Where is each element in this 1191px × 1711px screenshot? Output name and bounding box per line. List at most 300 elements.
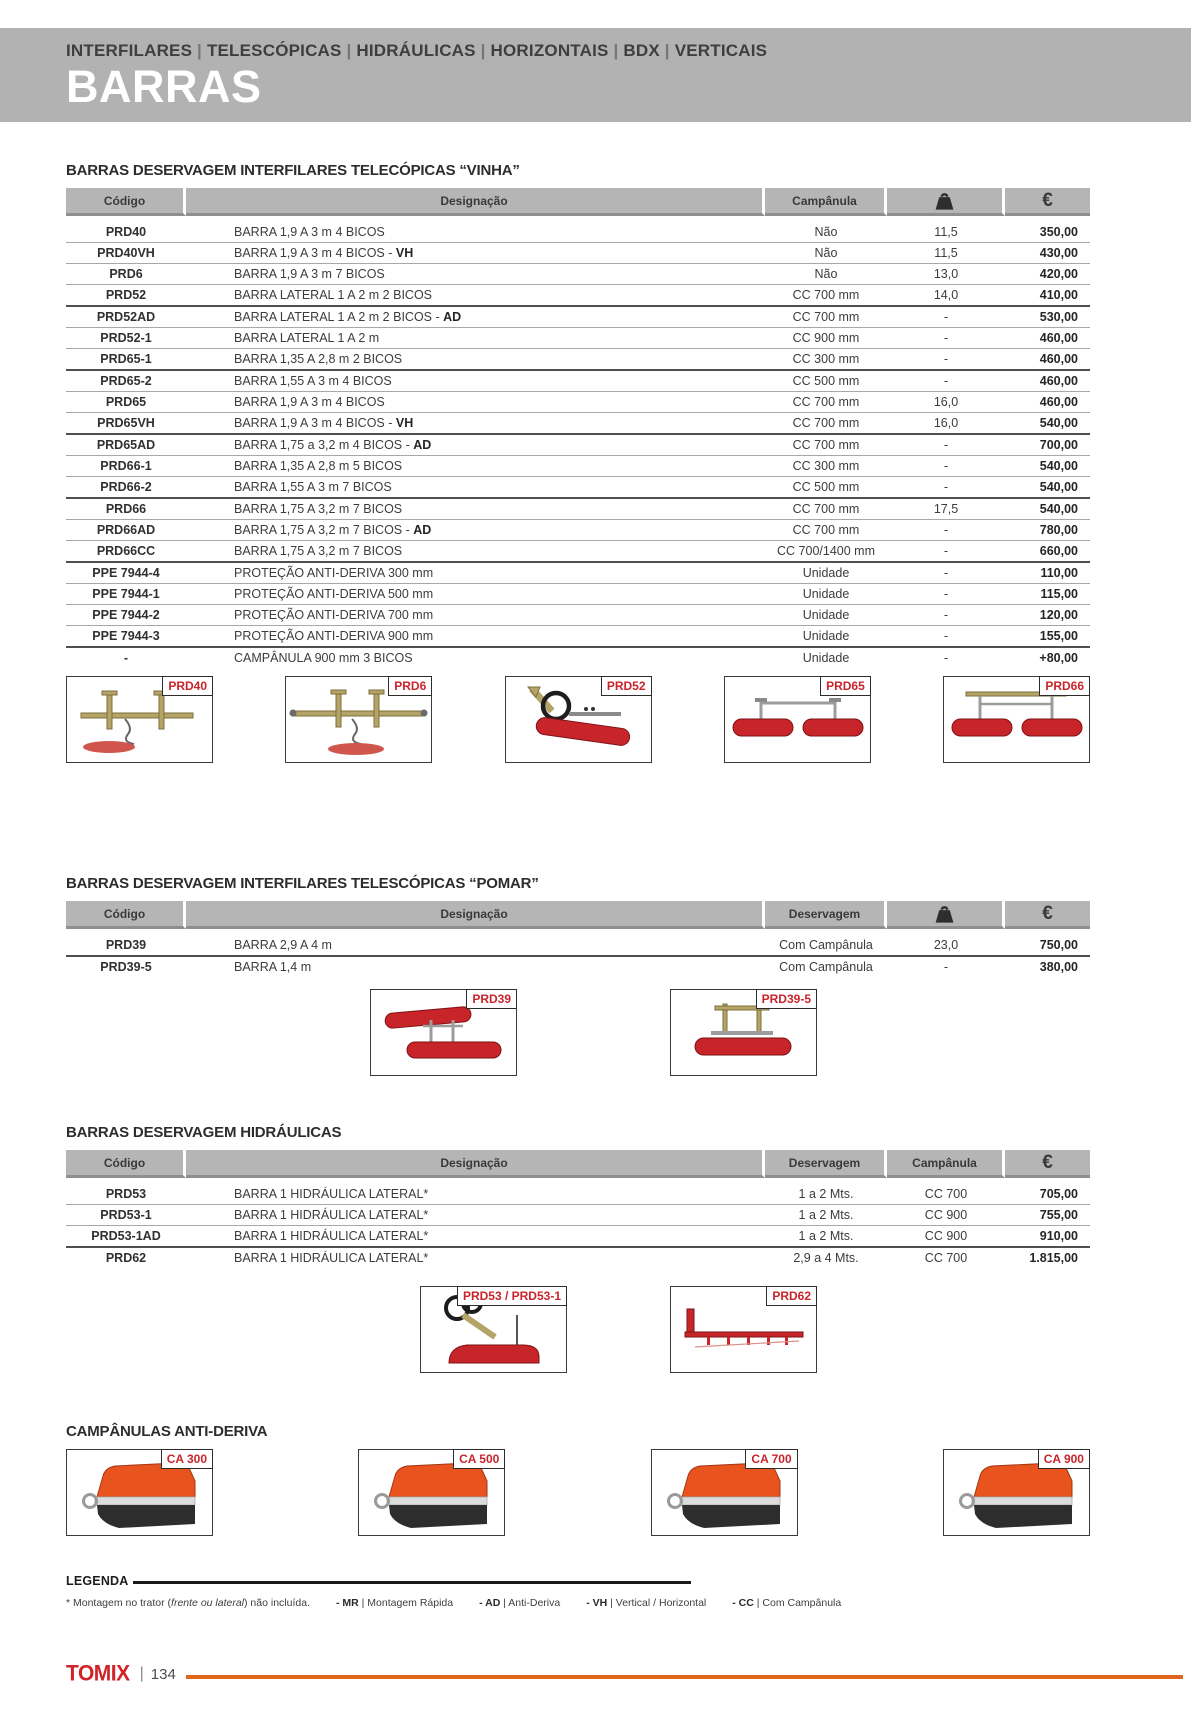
designation-cell	[186, 608, 765, 622]
designation-cell	[186, 395, 765, 409]
column-header	[66, 1150, 186, 1178]
footer-separator: |	[139, 1665, 144, 1682]
code-cell: PRD52	[105, 288, 147, 302]
table-body	[66, 1184, 1090, 1268]
category-item: TELESCÓPICAS	[206, 41, 342, 60]
legend-item	[479, 1597, 560, 1609]
column-header-label: Deservagem	[788, 1155, 861, 1170]
tomix-logo: TOMIX	[66, 1661, 130, 1686]
product-image-PRD6	[285, 676, 432, 763]
col3-cell: CC 500 mm	[792, 480, 860, 494]
designation-cell	[186, 566, 765, 580]
table-row	[66, 413, 1090, 435]
price-cell: 110,00	[1040, 566, 1078, 580]
col3-cell: Unidade	[802, 587, 850, 601]
col3-cell: Não	[814, 267, 838, 281]
table-header-row	[66, 1150, 1090, 1178]
section-pomar	[66, 875, 1124, 1076]
legend-item-text: | Com Campânula	[753, 1597, 842, 1609]
col4-cell: -	[943, 587, 949, 601]
designation-text: BARRA 1,4 m	[234, 960, 312, 974]
designation-text: BARRA LATERAL 1 A 2 m	[234, 331, 380, 345]
price-cell: 115,00	[1040, 587, 1078, 601]
code-cell: PRD39	[105, 938, 147, 952]
col3-cell: CC 700 mm	[792, 523, 860, 537]
legend-item	[732, 1597, 841, 1609]
col4-cell: -	[943, 566, 949, 580]
product-image-PRD52	[505, 676, 652, 763]
col4-cell: -	[943, 310, 949, 324]
section-heading-pomar: BARRAS DESERVAGEM INTERFILARES TELESCÓPICAS “POMAR”	[66, 875, 539, 892]
designation-cell	[186, 288, 765, 302]
designation-text: BARRA 1,75 A 3,2 m 7 BICOS -	[234, 523, 414, 537]
designation-cell	[186, 651, 765, 665]
section-campanulas	[66, 1423, 1124, 1536]
category-item: HORIZONTAIS	[490, 41, 609, 60]
col3-cell: CC 700 mm	[792, 502, 860, 516]
euro-symbol: €	[1042, 902, 1053, 924]
code-cell: PRD66	[105, 502, 147, 516]
column-header	[1005, 188, 1090, 216]
designation-text: PROTEÇÃO ANTI-DERIVA 900 mm	[234, 629, 434, 643]
designation-text: BARRA 1,35 A 2,8 m 5 BICOS	[234, 459, 403, 473]
price-cell: 410,00	[1039, 288, 1078, 302]
table-body	[66, 222, 1090, 668]
designation-text: BARRA 1,9 A 3 m 4 BICOS	[234, 395, 385, 409]
table-vinha	[66, 188, 1090, 668]
col3-cell: 1 a 2 Mts.	[798, 1187, 854, 1201]
product-images-pomar	[66, 989, 1191, 1076]
code-cell: PRD6	[109, 267, 143, 281]
column-header-label: Designação	[440, 1155, 508, 1170]
column-header-label: Código	[103, 906, 146, 921]
column-header	[186, 1150, 765, 1178]
column-header-label: Designação	[440, 193, 508, 208]
designation-cell	[186, 416, 765, 430]
legend-title: LEGENDA	[66, 1574, 129, 1588]
designation-suffix: AD	[413, 438, 432, 452]
table-row	[66, 392, 1090, 413]
col3-cell: CC 900 mm	[792, 331, 860, 345]
designation-text: BARRA 2,9 A 4 m	[234, 938, 332, 952]
category-item: VERTICAIS	[674, 41, 768, 60]
col3-cell: Não	[814, 246, 838, 260]
col4-cell: 23,0	[933, 938, 959, 952]
designation-cell	[186, 587, 765, 601]
legend-item-text: | Anti-Deriva	[500, 1597, 561, 1609]
product-image-CA-300	[66, 1449, 213, 1536]
code-cell: PRD65-2	[100, 374, 152, 388]
product-image-PRD39-5	[670, 989, 817, 1076]
table-row	[66, 1226, 1090, 1248]
designation-cell	[186, 1251, 765, 1265]
category-item: INTERFILARES	[66, 41, 193, 60]
code-cell: PRD66CC	[96, 544, 156, 558]
legend	[66, 1574, 1124, 1609]
code-cell: PRD53-1	[100, 1208, 152, 1222]
designation-text: PROTEÇÃO ANTI-DERIVA 300 mm	[234, 566, 434, 580]
legend-abbr: - VH	[586, 1597, 608, 1609]
legend-header	[66, 1574, 1124, 1588]
product-images-campanulas	[66, 1449, 1090, 1536]
page-footer	[66, 1662, 1183, 1686]
col4-cell: -	[943, 629, 949, 643]
breadcrumb-categories	[66, 28, 1191, 61]
code-cell: PRD66-2	[100, 480, 152, 494]
col4-cell: CC 700	[924, 1187, 968, 1201]
designation-cell	[186, 544, 765, 558]
column-header	[66, 901, 186, 929]
designation-text: BARRA 1,35 A 2,8 m 2 BICOS	[234, 352, 403, 366]
code-cell: PRD65	[105, 395, 147, 409]
code-cell: PRD39-5	[100, 960, 152, 974]
designation-cell	[186, 331, 765, 345]
code-cell: PRD65AD	[96, 438, 156, 452]
designation-suffix: VH	[395, 416, 414, 430]
col3-cell: CC 700 mm	[792, 288, 860, 302]
designation-text: BARRA 1,9 A 3 m 7 BICOS	[234, 267, 385, 281]
price-cell: 910,00	[1039, 1229, 1078, 1243]
column-header-label: Código	[103, 193, 146, 208]
separator-pipe: |	[341, 41, 357, 60]
col4-cell: CC 900	[924, 1208, 968, 1222]
col3-cell: CC 700 mm	[792, 438, 860, 452]
col3-cell: Unidade	[802, 629, 850, 643]
col3-cell: CC 500 mm	[792, 374, 860, 388]
col4-cell: 17,5	[933, 502, 959, 516]
col3-cell: CC 700 mm	[792, 310, 860, 324]
col3-cell: Não	[814, 225, 838, 239]
designation-text: PROTEÇÃO ANTI-DERIVA 500 mm	[234, 587, 434, 601]
euro-symbol: €	[1042, 189, 1053, 211]
product-image-CA-500	[358, 1449, 505, 1536]
designation-text: BARRA 1 HIDRÁULICA LATERAL*	[234, 1229, 429, 1243]
table-row	[66, 264, 1090, 285]
designation-text: BARRA 1,9 A 3 m 4 BICOS	[234, 225, 385, 239]
product-code-label: PRD40	[162, 676, 213, 696]
legend-abbr: - CC	[732, 1597, 754, 1609]
column-header	[765, 1150, 887, 1178]
column-header	[1005, 1150, 1090, 1178]
price-cell: 780,00	[1039, 523, 1078, 537]
col3-cell: CC 700/1400 mm	[777, 544, 875, 558]
col3-cell: Unidade	[802, 651, 850, 665]
legend-item	[336, 1597, 453, 1609]
legend-item	[586, 1597, 706, 1609]
column-header-label: Campânula	[792, 193, 857, 208]
table-row	[66, 1248, 1090, 1268]
code-cell: PPE 7944-4	[92, 566, 160, 580]
table-row	[66, 349, 1090, 371]
table-row	[66, 477, 1090, 499]
price-cell: 530,00	[1039, 310, 1078, 324]
col4-cell: CC 700	[924, 1251, 968, 1265]
designation-text: PROTEÇÃO ANTI-DERIVA 700 mm	[234, 608, 434, 622]
designation-text: BARRA 1,55 A 3 m 4 BICOS	[234, 374, 392, 388]
price-cell: 430,00	[1039, 246, 1078, 260]
weight-icon	[932, 903, 957, 924]
legend-abbr: - MR	[335, 1597, 359, 1609]
designation-text: BARRA 1,9 A 3 m 4 BICOS -	[234, 416, 396, 430]
code-cell: PRD65-1	[100, 352, 152, 366]
col3-cell: CC 700 mm	[792, 416, 860, 430]
col4-cell: -	[943, 374, 949, 388]
designation-cell	[186, 225, 765, 239]
column-header-weight	[887, 901, 1005, 929]
product-image-PRD62	[670, 1286, 817, 1373]
designation-cell	[186, 938, 765, 952]
column-header	[1005, 901, 1090, 929]
col4-cell: -	[943, 352, 949, 366]
code-cell: PPE 7944-3	[92, 629, 160, 643]
table-row	[66, 1184, 1090, 1205]
product-code-label: PRD65	[820, 676, 871, 696]
price-cell: 660,00	[1039, 544, 1078, 558]
col3-cell: 1 a 2 Mts.	[798, 1208, 854, 1222]
designation-cell	[186, 960, 765, 974]
price-cell: 540,00	[1039, 459, 1078, 473]
separator-pipe: |	[475, 41, 491, 60]
product-code-label: CA 500	[453, 1449, 505, 1469]
col4-cell: -	[943, 544, 949, 558]
code-cell: PRD53-1AD	[91, 1229, 161, 1243]
column-header	[186, 188, 765, 216]
legend-note: * Montagem no trator (frente ou lateral) não incluída.	[66, 1597, 310, 1609]
product-image-PRD39	[370, 989, 517, 1076]
col4-cell: 11,5	[934, 225, 958, 239]
col3-cell: Com Campânula	[779, 938, 873, 952]
separator-pipe: |	[608, 41, 624, 60]
col4-cell: 11,5	[934, 246, 958, 260]
designation-text: BARRA 1,9 A 3 m 4 BICOS -	[234, 246, 396, 260]
price-cell: 755,00	[1039, 1208, 1078, 1222]
product-image-PRD40	[66, 676, 213, 763]
price-cell: 540,00	[1039, 416, 1078, 430]
code-cell: PRD53	[105, 1187, 147, 1201]
designation-text: BARRA 1,55 A 3 m 7 BICOS	[234, 480, 392, 494]
code-cell: PRD52-1	[100, 331, 152, 345]
price-cell: 120,00	[1039, 608, 1078, 622]
table-header-row	[66, 188, 1090, 216]
product-images-hidraulicas	[66, 1286, 1191, 1373]
col3-cell: Com Campânula	[779, 960, 873, 974]
legend-rule	[133, 1581, 691, 1584]
designation-cell	[186, 310, 765, 324]
price-cell: 540,00	[1039, 480, 1078, 494]
table-row	[66, 499, 1090, 520]
designation-cell	[186, 246, 765, 260]
designation-cell	[186, 629, 765, 643]
code-cell: PRD40	[105, 225, 147, 239]
code-cell: PRD40VH	[97, 246, 155, 260]
column-header-label: Campânula	[912, 1155, 977, 1170]
column-header	[66, 188, 186, 216]
designation-text: BARRA LATERAL 1 A 2 m 2 BICOS -	[234, 310, 444, 324]
page-number: 134	[150, 1665, 176, 1683]
designation-suffix: AD	[413, 523, 432, 537]
price-cell: 705,00	[1039, 1187, 1078, 1201]
price-cell: 460,00	[1039, 374, 1078, 388]
col4-cell: CC 900	[924, 1229, 968, 1243]
price-cell: 460,00	[1039, 331, 1078, 345]
legend-item-text: | Vertical / Horizontal	[607, 1597, 707, 1609]
code-cell: PPE 7944-1	[92, 587, 160, 601]
section-heading-vinha: BARRAS DESERVAGEM INTERFILARES TELECÓPICAS “VINHA”	[66, 162, 520, 179]
designation-cell	[186, 374, 765, 388]
code-cell: PRD52AD	[96, 310, 156, 324]
col4-cell: -	[943, 608, 949, 622]
table-row	[66, 626, 1090, 648]
section-heading-hidraulicas: BARRAS DESERVAGEM HIDRÁULICAS	[66, 1124, 342, 1141]
table-row	[66, 1205, 1090, 1226]
price-cell: +80,00	[1039, 651, 1078, 665]
col4-cell: -	[943, 651, 949, 665]
table-body	[66, 935, 1090, 977]
table-row	[66, 222, 1090, 243]
separator-pipe: |	[659, 41, 675, 60]
table-row	[66, 935, 1090, 957]
product-code-label: PRD52	[601, 676, 652, 696]
table-header-row	[66, 901, 1090, 929]
price-cell: 420,00	[1039, 267, 1078, 281]
code-cell: -	[123, 651, 129, 665]
product-code-label: CA 300	[161, 1449, 213, 1469]
designation-suffix: VH	[395, 246, 414, 260]
page-header-band	[0, 28, 1191, 122]
product-images-vinha	[66, 676, 1090, 763]
col3-cell: Unidade	[802, 608, 850, 622]
product-image-CA-700	[651, 1449, 798, 1536]
price-cell: 460,00	[1039, 395, 1078, 409]
col4-cell: -	[943, 438, 949, 452]
col4-cell: -	[943, 960, 949, 974]
col3-cell: 2,9 a 4 Mts.	[793, 1251, 859, 1265]
table-pomar	[66, 901, 1090, 977]
col4-cell: 13,0	[933, 267, 959, 281]
price-cell: 155,00	[1039, 629, 1078, 643]
designation-cell	[186, 1208, 765, 1222]
designation-text: BARRA LATERAL 1 A 2 m 2 BICOS	[234, 288, 432, 302]
column-header	[887, 1150, 1005, 1178]
product-image-PRD53-PRD53-1	[420, 1286, 567, 1373]
product-image-CA-900	[943, 1449, 1090, 1536]
table-row	[66, 584, 1090, 605]
page-content	[66, 162, 1124, 1609]
legend-abbr: - AD	[479, 1597, 501, 1609]
code-cell: PRD66-1	[100, 459, 152, 473]
designation-text: BARRA 1,75 a 3,2 m 4 BICOS -	[234, 438, 414, 452]
col3-cell: CC 300 mm	[792, 352, 860, 366]
product-code-label: PRD39-5	[756, 989, 817, 1009]
col4-cell: -	[943, 331, 949, 345]
designation-cell	[186, 438, 765, 452]
column-header-label: Deservagem	[788, 906, 861, 921]
product-image-PRD66	[943, 676, 1090, 763]
price-cell: 700,00	[1039, 438, 1078, 452]
table-row	[66, 957, 1090, 977]
col3-cell: Unidade	[802, 566, 850, 580]
designation-cell	[186, 480, 765, 494]
price-cell: 350,00	[1039, 225, 1078, 239]
column-header	[765, 901, 887, 929]
table-row	[66, 520, 1090, 541]
price-cell: 750,00	[1039, 938, 1078, 952]
col4-cell: -	[943, 480, 949, 494]
designation-suffix: AD	[443, 310, 462, 324]
table-row	[66, 456, 1090, 477]
section-vinha	[66, 162, 1124, 763]
euro-symbol: €	[1042, 1151, 1053, 1173]
designation-cell	[186, 1229, 765, 1243]
legend-item-text: | Montagem Rápida	[358, 1597, 454, 1609]
designation-cell	[186, 459, 765, 473]
section-heading-campanulas: CAMPÂNULAS ANTI-DERIVA	[66, 1423, 268, 1440]
price-cell: 540,00	[1039, 502, 1078, 516]
price-cell: 1.815,00	[1029, 1251, 1078, 1265]
table-row	[66, 541, 1090, 563]
code-cell: PRD66AD	[96, 523, 156, 537]
col3-cell: 1 a 2 Mts.	[798, 1229, 854, 1243]
col4-cell: 16,0	[933, 416, 959, 430]
table-hidraulicas	[66, 1150, 1090, 1268]
product-code-label: PRD6	[388, 676, 432, 696]
col4-cell: 14,0	[933, 288, 959, 302]
table-row	[66, 307, 1090, 328]
table-row	[66, 605, 1090, 626]
legend-items	[66, 1597, 1124, 1609]
designation-text: BARRA 1 HIDRÁULICA LATERAL*	[234, 1251, 429, 1265]
col3-cell: CC 300 mm	[792, 459, 860, 473]
col4-cell: 16,0	[933, 395, 959, 409]
footer-rule	[186, 1675, 1183, 1679]
designation-text: BARRA 1 HIDRÁULICA LATERAL*	[234, 1208, 429, 1222]
designation-cell	[186, 523, 765, 537]
designation-cell	[186, 502, 765, 516]
code-cell: PRD65VH	[97, 416, 155, 430]
designation-cell	[186, 1187, 765, 1201]
column-header-weight	[887, 188, 1005, 216]
price-cell: 380,00	[1039, 960, 1078, 974]
designation-text: BARRA 1 HIDRÁULICA LATERAL*	[234, 1187, 429, 1201]
table-row	[66, 563, 1090, 584]
designation-cell	[186, 267, 765, 281]
product-code-label: CA 900	[1038, 1449, 1090, 1469]
table-row	[66, 371, 1090, 392]
weight-icon	[932, 190, 957, 211]
product-code-label: PRD66	[1039, 676, 1090, 696]
col4-cell: -	[943, 523, 949, 537]
table-row	[66, 285, 1090, 307]
product-code-label: PRD53 / PRD53-1	[457, 1286, 567, 1306]
product-image-PRD65	[724, 676, 871, 763]
section-hidraulicas	[66, 1124, 1124, 1373]
category-item: BDX	[623, 41, 660, 60]
product-code-label: PRD62	[766, 1286, 817, 1306]
column-header	[765, 188, 887, 216]
designation-text: BARRA 1,75 A 3,2 m 7 BICOS	[234, 502, 403, 516]
table-row	[66, 648, 1090, 668]
column-header	[186, 901, 765, 929]
price-cell: 460,00	[1039, 352, 1078, 366]
table-row	[66, 328, 1090, 349]
designation-text: CAMPÂNULA 900 mm 3 BICOS	[234, 651, 413, 665]
col4-cell: -	[943, 459, 949, 473]
category-item: HIDRÁULICAS	[356, 41, 476, 60]
col3-cell: CC 700 mm	[792, 395, 860, 409]
designation-cell	[186, 352, 765, 366]
code-cell: PPE 7944-2	[92, 608, 160, 622]
table-row	[66, 435, 1090, 456]
